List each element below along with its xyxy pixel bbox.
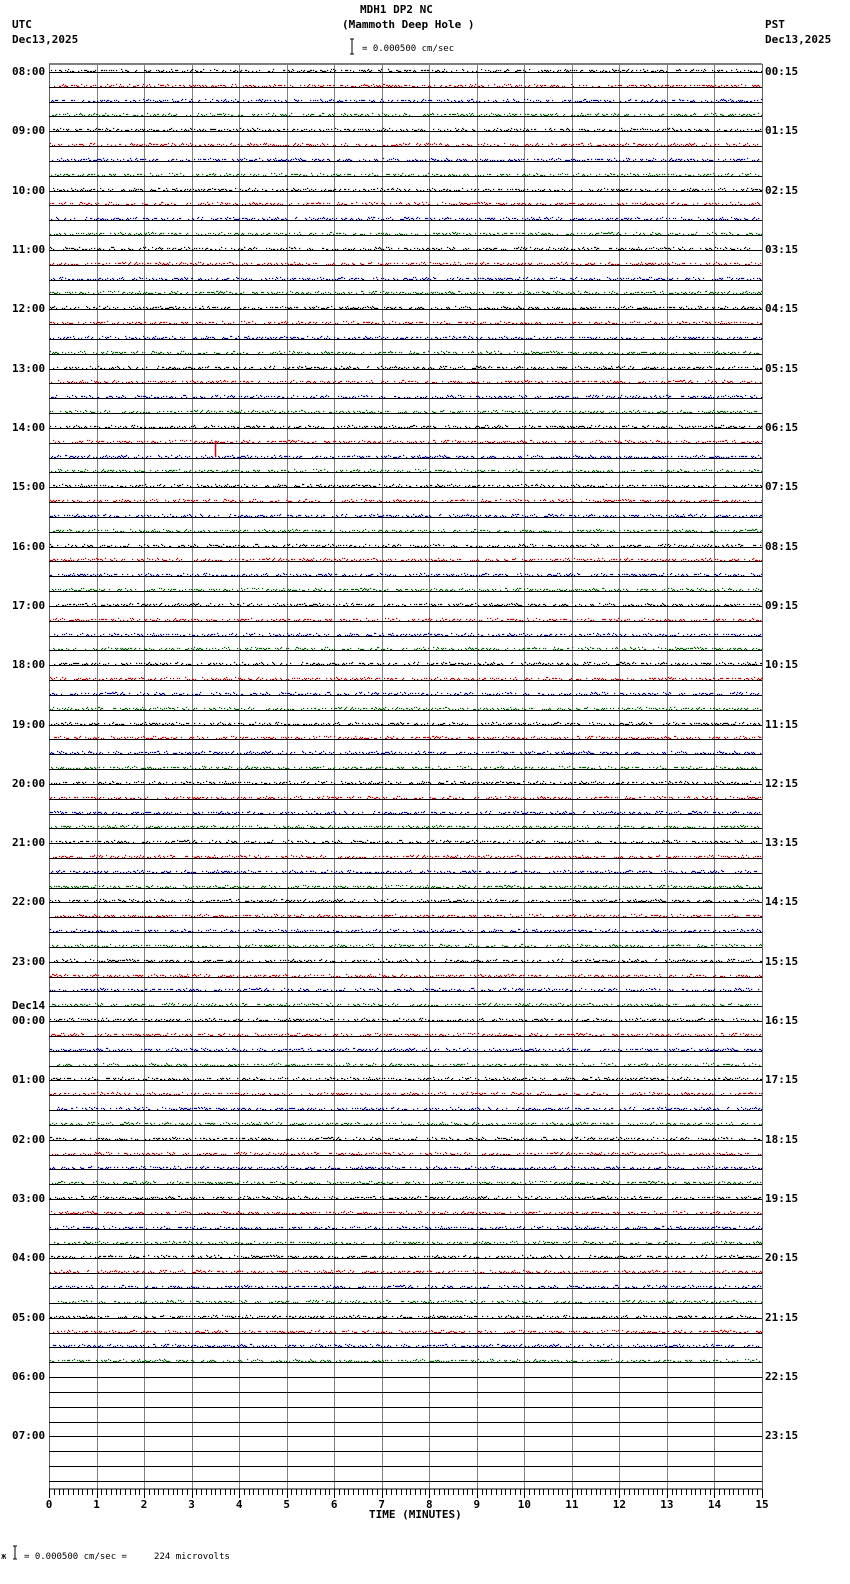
pst-hour-label: 15:15 xyxy=(765,954,799,968)
x-tick-label: 9 xyxy=(473,1498,481,1511)
pst-hour-label: 03:15 xyxy=(765,242,799,256)
pst-hour-label: 01:15 xyxy=(765,124,799,138)
utc-hour-label: 16:00 xyxy=(12,539,46,553)
pst-hour-label: 18:15 xyxy=(765,1132,799,1146)
right-timezone: PST xyxy=(765,18,785,31)
x-tick-label: 10 xyxy=(517,1498,531,1511)
x-tick-label: 4 xyxy=(235,1498,243,1511)
pst-hour-label: 11:15 xyxy=(765,717,799,731)
pst-hour-label: 10:15 xyxy=(765,658,799,672)
x-axis-label: TIME (MINUTES) xyxy=(369,1508,462,1521)
x-tick-label: 8 xyxy=(425,1498,433,1511)
pst-hour-label: 06:15 xyxy=(765,420,799,434)
utc-hour-label: 08:00 xyxy=(12,65,46,78)
x-tick-label: 13 xyxy=(660,1498,674,1511)
pst-hour-label: 22:15 xyxy=(765,1370,799,1384)
station-title: MDH1 DP2 NC xyxy=(360,3,433,16)
pst-hour-label: 05:15 xyxy=(765,361,799,375)
pst-hour-label: 20:15 xyxy=(765,1251,799,1265)
pst-hour-label: 07:15 xyxy=(765,480,799,494)
pst-hour-label: 04:15 xyxy=(765,302,799,316)
x-tick-label: 11 xyxy=(565,1498,579,1511)
utc-hour-label: 22:00 xyxy=(12,895,46,909)
pst-hour-label: 00:15 xyxy=(765,65,799,78)
station-location: (Mammoth Deep Hole ) xyxy=(342,18,475,31)
left-timezone: UTC xyxy=(12,18,32,31)
utc-hour-label: 21:00 xyxy=(12,836,46,850)
utc-hour-label: 19:00 xyxy=(12,717,46,731)
footer-scale-bar-icon xyxy=(10,1545,20,1561)
utc-hour-label: 01:00 xyxy=(12,1073,46,1087)
utc-hour-label: 11:00 xyxy=(12,242,46,256)
pst-hour-label: 02:15 xyxy=(765,183,799,197)
x-tick-label: 1 xyxy=(93,1498,100,1511)
x-tick-label: 12 xyxy=(612,1498,627,1511)
utc-hour-label: 00:00 xyxy=(12,1014,46,1028)
utc-hour-label: 10:00 xyxy=(12,183,46,197)
utc-hour-label: 23:00 xyxy=(12,954,46,968)
utc-hour-label: 15:00 xyxy=(12,480,46,494)
utc-hour-label: 20:00 xyxy=(12,776,46,790)
x-tick-label: 15 xyxy=(755,1498,769,1511)
utc-hour-label: 18:00 xyxy=(12,658,46,672)
footer-scale-text: = 0.000500 cm/sec = 224 microvolts xyxy=(24,1552,230,1562)
scale-text: = 0.000500 cm/sec xyxy=(362,44,455,54)
left-date: Dec13,2025 xyxy=(12,33,79,46)
right-date: Dec13,2025 xyxy=(765,33,832,46)
pst-hour-label: 14:15 xyxy=(765,895,799,909)
utc-hour-label: 13:00 xyxy=(12,361,46,375)
utc-hour-label: 07:00 xyxy=(12,1429,46,1443)
utc-hour-label: 05:00 xyxy=(12,1310,46,1324)
utc-hour-label: 12:00 xyxy=(12,302,46,316)
date-change-label: Dec14 xyxy=(12,999,46,1013)
x-tick-label: 6 xyxy=(330,1498,338,1511)
footer-prefix: ж xyxy=(1,1552,7,1562)
x-tick-label: 2 xyxy=(140,1498,148,1511)
utc-hour-label: 17:00 xyxy=(12,598,46,612)
x-tick-label: 5 xyxy=(283,1498,290,1511)
x-tick-label: 14 xyxy=(707,1498,722,1511)
utc-hour-label: 09:00 xyxy=(12,124,46,138)
pst-hour-label: 17:15 xyxy=(765,1073,799,1087)
x-tick-label: 3 xyxy=(188,1498,195,1511)
utc-hour-label: 02:00 xyxy=(12,1132,46,1146)
utc-hour-label: 14:00 xyxy=(12,420,46,434)
utc-hour-label: 03:00 xyxy=(12,1192,46,1206)
pst-hour-label: 16:15 xyxy=(765,1014,799,1028)
utc-hour-label: 06:00 xyxy=(12,1370,46,1384)
pst-hour-label: 21:15 xyxy=(765,1310,799,1324)
pst-hour-label: 09:15 xyxy=(765,598,799,612)
pst-hour-label: 13:15 xyxy=(765,836,799,850)
pst-hour-label: 19:15 xyxy=(765,1192,799,1206)
pst-hour-label: 12:15 xyxy=(765,776,799,790)
pst-hour-label: 08:15 xyxy=(765,539,799,553)
pst-hour-label: 23:15 xyxy=(765,1429,799,1443)
utc-hour-label: 04:00 xyxy=(12,1251,46,1265)
x-tick-label: 7 xyxy=(378,1498,386,1511)
x-tick-label: 0 xyxy=(45,1498,53,1511)
